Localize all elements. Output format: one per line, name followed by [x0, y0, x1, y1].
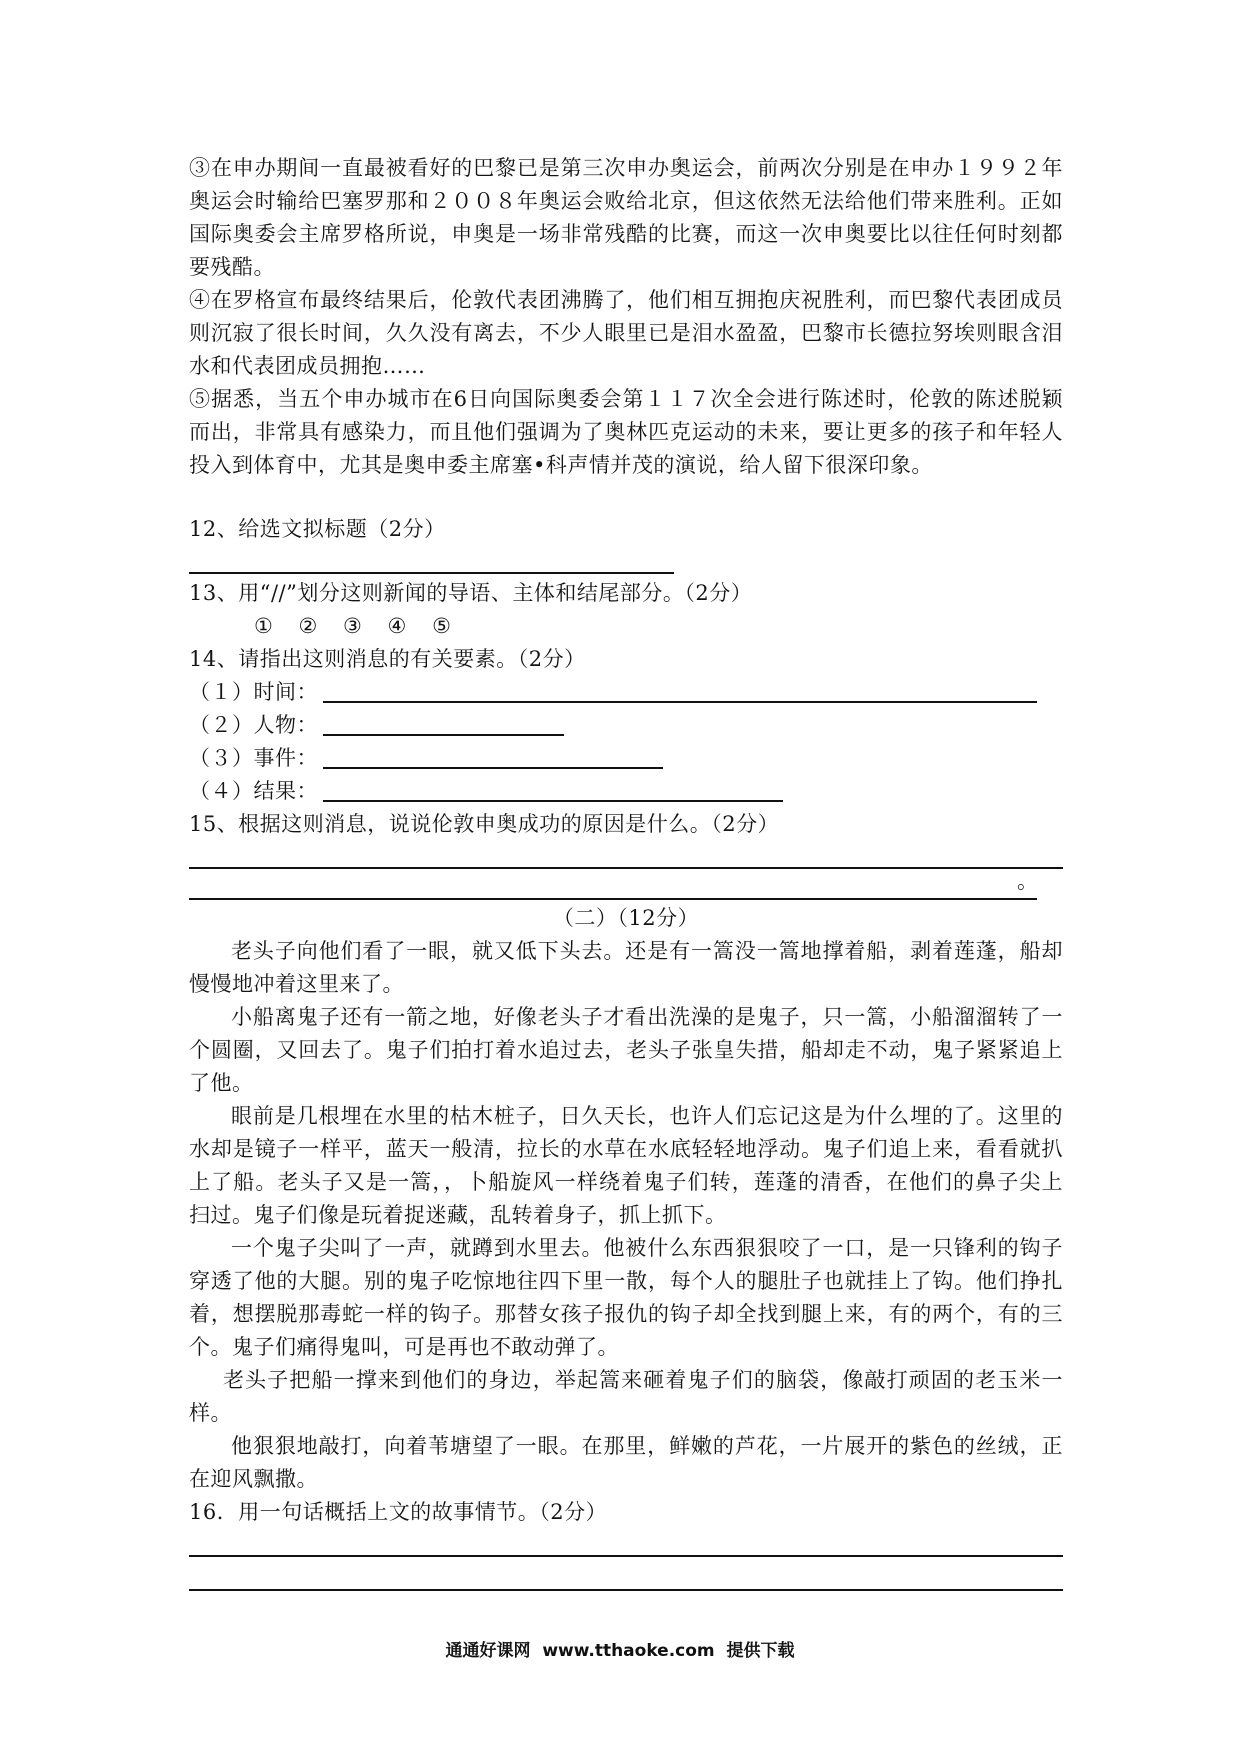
- paragraph-3: [189, 152, 1063, 284]
- answer-underline: [323, 800, 783, 802]
- text-line: 老头子向他们看了一眼，就又低下头去。还是有一篙没一篙地撑着船，剥着莲蓬，船却: [231, 939, 1063, 963]
- text-line: 上了船。老头子又是一篙，，卜船旋风一样绕着鬼子们转，莲蓬的清香，在他们的鼻子尖上: [189, 1170, 1063, 1194]
- item-label: （４）结果：: [189, 779, 318, 803]
- text-line: 则沉寂了很长时间，久久没有离去，不少人眼里已是泪水盈盈，巴黎市长德拉努埃则眼含泪: [189, 321, 1063, 345]
- section-2-heading: （二）（12分）: [552, 906, 700, 930]
- story-paragraph-3: [189, 1100, 1063, 1232]
- text-line: 一个鬼子尖叫了一声，就蹲到水里去。他被什么东西狠狠咬了一口，是一只锋利的钩子: [231, 1236, 1063, 1260]
- item-label: （１）时间：: [189, 680, 318, 704]
- story-paragraph-1: [189, 935, 1063, 1001]
- question-13: 13、用“//”划分这则新闻的导语、主体和结尾部分。（2分）: [189, 581, 753, 605]
- question-12: 12、给选文拟标题（2分）: [189, 517, 446, 541]
- story-passage: [189, 935, 1063, 1496]
- answer-underline: [189, 1589, 1063, 1591]
- marker-1: ①: [254, 614, 274, 638]
- element-item-time: [189, 676, 1063, 709]
- marker-4: ④: [387, 614, 407, 638]
- paragraph-5: [189, 383, 1063, 482]
- text-line: ⑤据悉，当五个申办城市在6日向国际奥委会第１１７次全会进行陈述时，伦敦的陈述脱颖: [189, 387, 1063, 411]
- text-line: 奥运会时输给巴塞罗那和２００８年奥运会败给北京，但这依然无法给他们带来胜利。正如: [189, 189, 1063, 213]
- answer-underline: [189, 898, 1037, 900]
- answer-blank-12: [189, 546, 1063, 577]
- text-line: 国际奥委会主席罗格所说，申奥是一场非常残酷的比赛，而这一次申奥要比以往任何时刻都: [189, 222, 1063, 246]
- answer-underline: [189, 867, 1063, 869]
- element-item-result: [189, 775, 1063, 808]
- answer-underline: [323, 701, 1037, 703]
- text-line: 水和代表团成员拥抱……: [189, 354, 426, 378]
- story-paragraph-5: [189, 1364, 1063, 1430]
- text-line: 要残酷。: [189, 255, 275, 279]
- text-line: ③在申办期间一直最被看好的巴黎已是第三次申办奥运会，前两次分别是在申办１９９２年: [189, 156, 1063, 180]
- marker-5: ⑤: [432, 614, 452, 638]
- question-15: 15、根据这则消息，说说伦敦申奥成功的原因是什么。（2分）: [189, 812, 780, 836]
- end-period: 。: [1017, 869, 1038, 893]
- marker-2: ②: [298, 614, 318, 638]
- story-paragraph-6: [189, 1430, 1063, 1496]
- page-footer: 通通好课网 www.tthaoke.com 提供下载: [445, 1641, 795, 1661]
- text-line: 慢慢地冲着这里来了。: [189, 972, 404, 996]
- element-item-people: [189, 709, 1063, 742]
- question-14: 14、请指出这则消息的有关要素。（2分）: [189, 647, 586, 671]
- text-line: 眼前是几根埋在水里的枯木桩子，日久天长，也许人们忘记这是为什么埋的了。这里的: [231, 1104, 1063, 1128]
- text-line: 在迎风飘撒。: [189, 1467, 318, 1491]
- text-line: 小船离鬼子还有一箭之地，好像老头子才看出洗澡的是鬼子，只一篙，小船溜溜转了一: [231, 1005, 1063, 1029]
- text-line: 样。: [189, 1401, 232, 1425]
- text-line: 老头子把船一撑来到他们的身边，举起篙来砸着鬼子们的脑袋，像敲打顽固的老玉米一: [223, 1368, 1063, 1392]
- text-line: 着，想摆脱那毒蛇一样的钩子。那替女孩子报仇的钩子却全找到腿上来，有的两个，有的三: [189, 1302, 1063, 1326]
- answer-line-15-2: [189, 871, 1063, 901]
- text-line: 扫过。鬼子们像是玩着捉迷藏，乱转着身子，抓上抓下。: [189, 1203, 727, 1227]
- item-label: （３）事件：: [189, 746, 318, 770]
- text-line: 个。鬼子们痛得鬼叫，可是再也不敢动弹了。: [189, 1335, 619, 1359]
- text-line: 穿透了他的大腿。别的鬼子吃惊地往四下里一散，每个人的腿肚子也就挂上了钩。他们挣扎: [189, 1269, 1063, 1293]
- text-line: 投入到体育中，尤其是奥申委主席塞•科声情并茂的演说，给人留下很深印象。: [189, 453, 933, 477]
- answer-underline: [323, 767, 663, 769]
- text-line: 水却是镜子一样平，蓝天一般清，拉长的水草在水底轻轻地浮动。鬼子们追上来，看看就扒: [189, 1137, 1063, 1161]
- news-passage: [189, 152, 1063, 482]
- marker-3: ③: [343, 614, 363, 638]
- story-paragraph-2: [189, 1001, 1063, 1100]
- answer-line-16-1: [189, 1529, 1063, 1559]
- paragraph-markers: [189, 610, 1063, 643]
- text-line: 他狠狠地敲打，向着苇塘望了一眼。在那里，鲜嫩的芦花，一片展开的紫色的丝绒，正: [231, 1434, 1063, 1458]
- answer-underline: [323, 734, 564, 736]
- paragraph-4: [189, 284, 1063, 383]
- answer-underline: [189, 1555, 1063, 1557]
- text-line: 而出，非常具有感染力，而且他们强调为了奥林匹克运动的未来，要让更多的孩子和年轻人: [189, 420, 1063, 444]
- text-line: ④在罗格宣布最终结果后，伦敦代表团沸腾了，他们相互拥抱庆祝胜利，而巴黎代表团成员: [189, 288, 1063, 312]
- text-line: 了他。: [189, 1071, 254, 1095]
- answer-underline: [189, 572, 674, 574]
- text-line: 个圆圈，又回去了。鬼子们拍打着水追过去，老头子张皇失措，船却走不动，鬼子紧紧追上: [189, 1038, 1063, 1062]
- answer-line-15-1: [189, 841, 1063, 871]
- item-label: （２）人物：: [189, 713, 318, 737]
- story-paragraph-4: [189, 1232, 1063, 1364]
- content-column: [189, 152, 1063, 1593]
- question-16: 16．用一句话概括上文的故事情节。（2分）: [189, 1500, 608, 1524]
- answer-line-16-2: [189, 1559, 1063, 1593]
- element-item-event: [189, 742, 1063, 775]
